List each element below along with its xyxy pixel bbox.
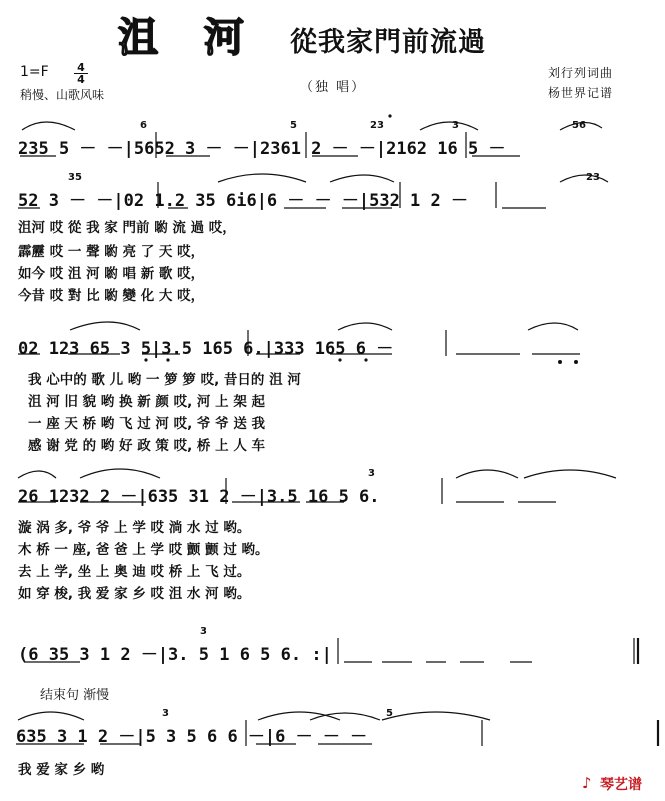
lyrics-verse-3: 如今 哎 沮 河 喲 唱 新 歌 哎，	[18, 266, 205, 282]
grace-note-mark: 56	[572, 120, 586, 131]
credit-lyrics-music: 刘行列词曲	[548, 66, 614, 80]
lyrics-verse-1: 我 心中的 歌 儿 哟 一 箩 箩 哎, 昔日的 沮 河	[28, 372, 301, 388]
ending-label: 结束句 渐慢	[40, 688, 110, 703]
watermark-text: 琴艺谱	[600, 777, 642, 793]
lyrics-verse-2: 霹靂 哎 一 聲 喲 亮 了 天 哎，	[18, 244, 205, 260]
meter-bottom: 4	[74, 73, 88, 85]
grace-note-mark: 3	[162, 708, 169, 719]
grace-note-mark: 5	[290, 120, 297, 131]
lyrics-verse-3: 去 上 学, 坐 上 奥 迪 哎 桥 上 飞 过。	[18, 564, 251, 580]
lyrics-verse-3: 一 座 天 桥 哟 飞 过 河 哎, 爷 爷 送 我	[28, 416, 266, 432]
notation-ending: 635 3 1 2 －|5 3 5 6 6 －|6 － － －	[16, 727, 368, 747]
lyrics-verse-1: 沮河 哎 從 我 家 門前 喲 流 過 哎，	[18, 220, 236, 236]
credit-notation: 杨世界记谱	[548, 86, 614, 100]
performance-type: （独 唱）	[300, 80, 367, 95]
meter-top: 4	[77, 61, 85, 74]
song-title: 沮 河	[118, 14, 260, 61]
grace-note-mark: 23	[370, 120, 384, 131]
tempo-marking: 稍慢、山歌风味	[20, 88, 105, 102]
lyrics-verse-4: 今昔 哎 對 比 喲 變 化 大 哎，	[18, 288, 205, 304]
grace-note-mark: 3	[452, 120, 459, 131]
lyrics-verse-4: 如 穿 梭, 我 爱 家 乡 哎 沮 水 河 哟。	[18, 586, 251, 602]
notation-row-4: 26 1232 2 －|635 31 2 －|3.5 16 5 6.	[18, 487, 380, 507]
notation-row-5: (6 35 3 1 2 －|3. 5 1 6 5 6. :|	[18, 645, 332, 665]
watermark-logo-icon: ♪	[582, 774, 592, 792]
lyrics-verse-2: 木 桥 一 座, 爸 爸 上 学 哎 颤 颤 过 哟。	[18, 542, 269, 558]
lyrics-verse-2: 沮 河 旧 貌 哟 换 新 颜 哎, 河 上 架 起	[28, 394, 266, 410]
grace-note-mark: 23	[586, 172, 600, 183]
lyrics-ending: 我 爱 家 乡 哟	[18, 762, 105, 778]
key-signature: 1=F	[20, 64, 49, 80]
grace-note-mark: 3	[200, 626, 207, 637]
grace-note-mark: 6	[140, 120, 147, 131]
notation-row-3: 02 123 65 3 5|3.5 165 6.|333 165 6 －	[18, 339, 394, 359]
grace-note-mark: 35	[68, 172, 82, 183]
song-subtitle: 從我家門前流過	[290, 27, 486, 58]
grace-note-mark: 5	[386, 708, 393, 719]
notation-row-1: 235 5 － －|5652 3 － －|2361 2 － －|2162 16 5 －	[18, 139, 506, 159]
grace-note-mark: 3	[368, 468, 375, 479]
lyrics-verse-4: 感 谢 党 的 哟 好 政 策 哎, 桥 上 人 车	[28, 438, 266, 454]
lyrics-verse-1: 漩 涡 多, 爷 爷 上 学 哎 淌 水 过 哟。	[18, 520, 251, 536]
notation-row-2: 52 3 － －|02 1.2 35 6i6|6 － － －|532 1 2 －	[18, 191, 468, 211]
